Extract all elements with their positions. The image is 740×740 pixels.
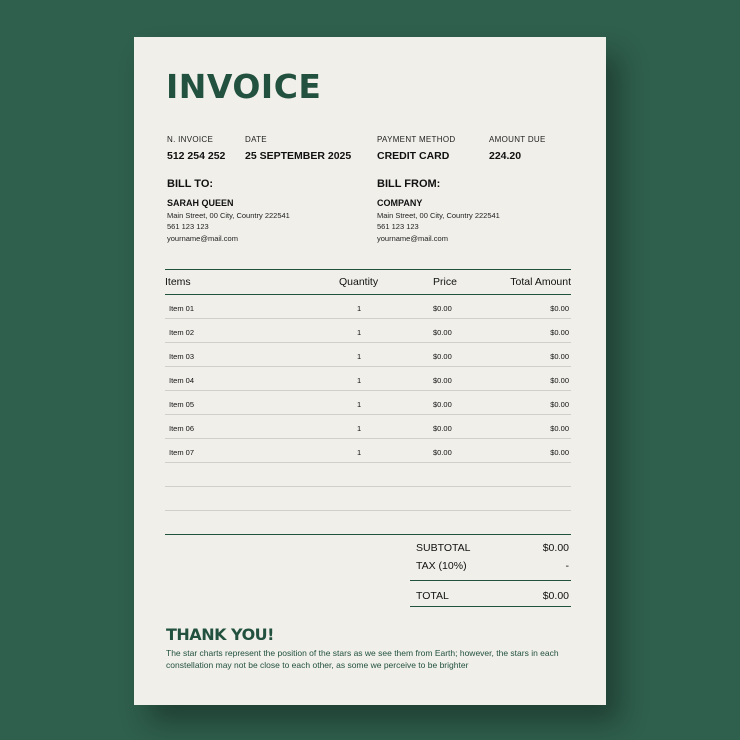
table-row: Item 04 1 $0.00 $0.00 <box>165 367 571 391</box>
bill-to-phone: 561 123 123 <box>167 222 209 231</box>
date-label: DATE <box>245 135 267 144</box>
bill-from-heading: BILL FROM: <box>377 178 441 190</box>
table-row: Item 01 1 $0.00 $0.00 <box>165 295 571 319</box>
row-price: $0.00 <box>433 424 452 433</box>
bill-from-name: COMPANY <box>377 198 423 208</box>
thank-you-note: The star charts represent the position of the stars as we see them from Earth; however, the stars in each constellation may not be close to each other, as some we perceive to be brighter <box>166 648 559 670</box>
row-item: Item 01 <box>169 304 195 313</box>
row-total: $0.00 <box>550 400 569 409</box>
row-price: $0.00 <box>433 448 452 457</box>
subtotal-value: $0.00 <box>542 542 569 554</box>
row-total: $0.00 <box>550 352 569 361</box>
table-row: Item 06 1 $0.00 $0.00 <box>165 415 571 439</box>
subtotal-row <box>410 541 571 559</box>
row-total: $0.00 <box>550 328 569 337</box>
total-value: $0.00 <box>542 590 569 602</box>
invoice-number-value: 512 254 252 <box>167 150 226 162</box>
bill-from-phone: 561 123 123 <box>377 222 419 231</box>
summary-divider <box>165 534 571 535</box>
row-item: Item 06 <box>169 424 195 433</box>
table-header <box>165 269 571 295</box>
payment-method-label: PAYMENT METHOD <box>377 135 456 144</box>
header-items: Items <box>165 276 191 288</box>
header-total-amount: Total Amount <box>510 276 571 288</box>
items-table <box>165 269 571 511</box>
table-row: Item 07 1 $0.00 $0.00 <box>165 439 571 463</box>
empty-table-row <box>165 487 571 511</box>
table-row: Item 02 1 $0.00 $0.00 <box>165 319 571 343</box>
total-row <box>410 585 571 607</box>
tax-value: - <box>565 560 569 572</box>
bill-to-heading: BILL TO: <box>167 178 214 190</box>
bill-from-address: Main Street, 00 City, Country 222541 <box>377 210 500 220</box>
summary-block <box>410 541 571 607</box>
table-row: Item 03 1 $0.00 $0.00 <box>165 343 571 367</box>
header-price: Price <box>433 276 457 288</box>
tax-label: TAX (10%) <box>416 560 467 572</box>
date-block <box>245 135 351 162</box>
bill-from-block <box>377 178 500 243</box>
empty-table-row <box>165 463 571 487</box>
date-value: 25 SEPTEMBER 2025 <box>245 150 352 162</box>
row-total: $0.00 <box>550 376 569 385</box>
amount-due-block <box>489 135 546 162</box>
row-item: Item 02 <box>169 328 195 337</box>
bill-from-email: yourname@mail.com <box>377 233 448 243</box>
thank-you-heading: THANK YOU! <box>166 625 274 644</box>
invoice-title: INVOICE <box>166 67 322 106</box>
invoice-number-label: N. INVOICE <box>167 135 214 144</box>
row-price: $0.00 <box>433 352 452 361</box>
row-total: $0.00 <box>550 424 569 433</box>
total-label: TOTAL <box>416 590 449 602</box>
invoice-page <box>134 37 606 705</box>
payment-method-block <box>377 135 455 162</box>
row-price: $0.00 <box>433 400 452 409</box>
row-item: Item 03 <box>169 352 195 361</box>
table-row: Item 05 1 $0.00 $0.00 <box>165 391 571 415</box>
bill-to-email: yourname@mail.com <box>167 233 238 243</box>
row-price: $0.00 <box>433 328 452 337</box>
row-item: Item 04 <box>169 376 195 385</box>
row-total: $0.00 <box>550 304 569 313</box>
row-item: Item 07 <box>169 448 195 457</box>
invoice-number-block <box>167 135 225 162</box>
row-price: $0.00 <box>433 376 452 385</box>
header-quantity: Quantity <box>339 276 379 288</box>
subtotal-label: SUBTOTAL <box>416 542 471 554</box>
amount-due-value: 224.20 <box>489 150 522 162</box>
bill-to-block <box>167 178 290 243</box>
total-divider <box>410 580 571 581</box>
row-item: Item 05 <box>169 400 195 409</box>
bill-to-address: Main Street, 00 City, Country 222541 <box>167 210 290 220</box>
tax-row <box>410 559 571 577</box>
payment-method-value: CREDIT CARD <box>377 150 450 162</box>
row-price: $0.00 <box>433 304 452 313</box>
row-total: $0.00 <box>550 448 569 457</box>
amount-due-label: AMOUNT DUE <box>489 135 546 144</box>
bill-to-name: SARAH QUEEN <box>167 198 234 208</box>
